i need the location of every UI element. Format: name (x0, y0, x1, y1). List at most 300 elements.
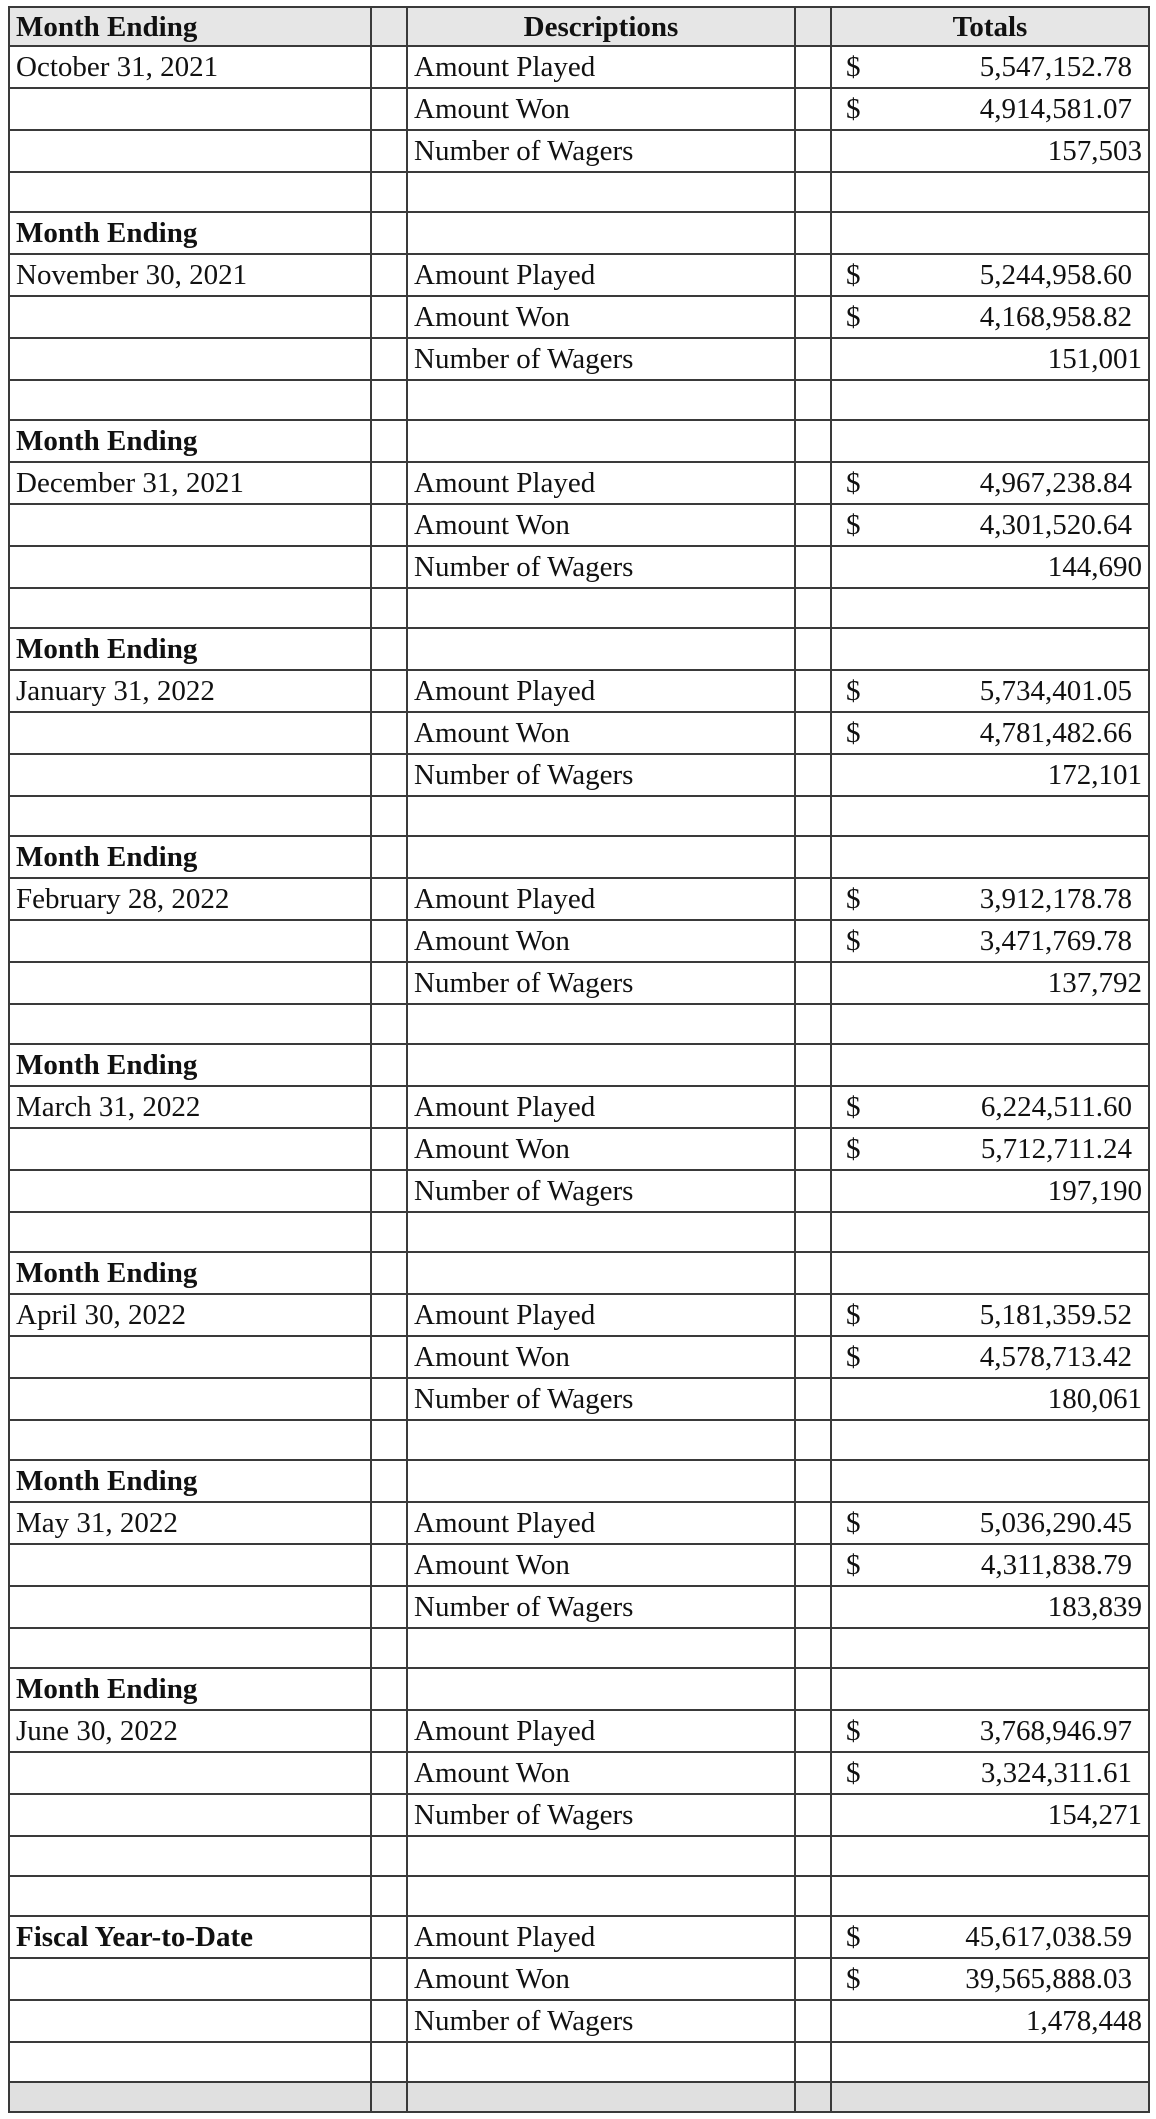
month-date: January 31, 2022 (9, 670, 371, 712)
spacer-cell (795, 1544, 831, 1586)
table-row (9, 920, 1149, 962)
blank-row (9, 2042, 1149, 2082)
spacer-cell (371, 1794, 407, 1836)
spacer-cell (795, 1502, 831, 1544)
month-label-row (9, 628, 1149, 670)
empty-cell (407, 1836, 795, 1876)
spacer-cell (795, 1294, 831, 1336)
spacer-cell (795, 1170, 831, 1212)
empty-cell (795, 2082, 831, 2112)
empty-cell (9, 1544, 371, 1586)
description-cell: Number of Wagers (407, 1586, 795, 1628)
currency-symbol: $ (846, 1963, 861, 1995)
spacer-cell (795, 1086, 831, 1128)
empty-cell (407, 2082, 795, 2112)
empty-cell (9, 88, 371, 130)
description-cell: Amount Won (407, 1128, 795, 1170)
spacer-cell (795, 546, 831, 588)
empty-cell (831, 1876, 1149, 1916)
header-spacer (795, 7, 831, 46)
empty-cell (407, 380, 795, 420)
empty-cell (831, 2082, 1149, 2112)
total-cell (831, 1502, 1149, 1544)
empty-cell (9, 1336, 371, 1378)
spacer-cell (795, 1794, 831, 1836)
empty-cell (9, 1628, 371, 1668)
month-ending-label: Month Ending (9, 1460, 371, 1502)
empty-cell (407, 172, 795, 212)
table-row (9, 1336, 1149, 1378)
empty-cell (9, 2082, 371, 2112)
description-cell: Amount Played (407, 1502, 795, 1544)
total-cell (831, 1294, 1149, 1336)
description-cell: Amount Played (407, 1086, 795, 1128)
empty-cell (407, 420, 795, 462)
empty-cell (371, 836, 407, 878)
blank-row (9, 1004, 1149, 1044)
empty-cell (371, 1212, 407, 1252)
amount-value: 4,168,958.82 (979, 301, 1132, 333)
currency-symbol: $ (846, 1091, 861, 1123)
empty-cell (407, 1252, 795, 1294)
empty-cell (371, 796, 407, 836)
table-row (9, 1170, 1149, 1212)
header-row (9, 7, 1149, 46)
currency-symbol: $ (846, 467, 861, 499)
empty-cell (407, 1460, 795, 1502)
spacer-cell (371, 1294, 407, 1336)
empty-cell (795, 588, 831, 628)
blank-row (9, 172, 1149, 212)
currency-symbol: $ (846, 925, 861, 957)
month-date: November 30, 2021 (9, 254, 371, 296)
empty-cell (9, 1794, 371, 1836)
currency-symbol: $ (846, 259, 861, 291)
spacer-cell (795, 670, 831, 712)
total-cell (831, 920, 1149, 962)
spacer-cell (795, 1958, 831, 2000)
empty-cell (831, 1252, 1149, 1294)
empty-cell (9, 2042, 371, 2082)
table-row (9, 1128, 1149, 1170)
spacer-cell (371, 88, 407, 130)
total-cell (831, 1544, 1149, 1586)
month-label-row (9, 1668, 1149, 1710)
empty-cell (407, 1420, 795, 1460)
empty-cell (371, 380, 407, 420)
wager-count: 1,478,448 (831, 2000, 1149, 2042)
empty-cell (371, 1044, 407, 1086)
currency-wrap (838, 923, 1142, 959)
spacer-cell (795, 462, 831, 504)
table-row (9, 878, 1149, 920)
description-cell: Number of Wagers (407, 338, 795, 380)
total-cell (831, 462, 1149, 504)
amount-value: 6,224,511.60 (980, 1091, 1132, 1123)
empty-cell (831, 1460, 1149, 1502)
amount-value: 5,181,359.52 (979, 1299, 1132, 1331)
currency-wrap (838, 1339, 1142, 1375)
blank-row (9, 588, 1149, 628)
currency-wrap (838, 49, 1142, 85)
spacer-cell (795, 1586, 831, 1628)
empty-cell (9, 1378, 371, 1420)
empty-cell (9, 588, 371, 628)
amount-value: 4,578,713.42 (979, 1341, 1132, 1373)
spacer-cell (795, 712, 831, 754)
empty-cell (795, 2042, 831, 2082)
blank-row (9, 1628, 1149, 1668)
empty-cell (407, 1628, 795, 1668)
blank-row (9, 1836, 1149, 1876)
header-period: Month Ending (9, 7, 371, 46)
spacer-cell (371, 546, 407, 588)
empty-cell (9, 754, 371, 796)
spacer-cell (371, 254, 407, 296)
spacer-cell (371, 712, 407, 754)
description-cell: Amount Played (407, 1916, 795, 1958)
currency-symbol: $ (846, 717, 861, 749)
empty-cell (9, 1420, 371, 1460)
description-cell: Amount Won (407, 296, 795, 338)
total-cell (831, 712, 1149, 754)
empty-cell (407, 836, 795, 878)
wager-count: 151,001 (831, 338, 1149, 380)
currency-wrap (838, 507, 1142, 543)
table-row (9, 1378, 1149, 1420)
month-ending-label: Month Ending (9, 628, 371, 670)
currency-symbol: $ (846, 1507, 861, 1539)
table-row (9, 1710, 1149, 1752)
total-cell (831, 1128, 1149, 1170)
table-body (9, 46, 1149, 2112)
empty-cell (795, 796, 831, 836)
empty-cell (9, 796, 371, 836)
empty-cell (831, 1668, 1149, 1710)
currency-symbol: $ (846, 1921, 861, 1953)
empty-cell (407, 212, 795, 254)
table-row (9, 1586, 1149, 1628)
description-cell: Amount Won (407, 1544, 795, 1586)
description-cell: Amount Played (407, 254, 795, 296)
spacer-cell (795, 920, 831, 962)
empty-cell (795, 1044, 831, 1086)
empty-cell (9, 1170, 371, 1212)
spacer-cell (371, 296, 407, 338)
spacer-cell (371, 754, 407, 796)
month-date: June 30, 2022 (9, 1710, 371, 1752)
total-cell (831, 1752, 1149, 1794)
currency-symbol: $ (846, 1549, 861, 1581)
spacer-cell (371, 1378, 407, 1420)
wager-count: 157,503 (831, 130, 1149, 172)
amount-value: 5,734,401.05 (979, 675, 1132, 707)
description-cell: Amount Won (407, 1958, 795, 2000)
currency-wrap (838, 1755, 1142, 1791)
month-ending-label: Month Ending (9, 212, 371, 254)
currency-wrap (838, 1961, 1142, 1997)
currency-wrap (838, 673, 1142, 709)
amount-value: 4,301,520.64 (979, 509, 1132, 541)
empty-cell (831, 1212, 1149, 1252)
spacer-cell (795, 88, 831, 130)
month-ending-label: Month Ending (9, 420, 371, 462)
wager-count: 154,271 (831, 1794, 1149, 1836)
table-row (9, 754, 1149, 796)
table-row (9, 88, 1149, 130)
month-date: March 31, 2022 (9, 1086, 371, 1128)
spacer-cell (371, 1544, 407, 1586)
spacer-cell (371, 1752, 407, 1794)
empty-cell (371, 1420, 407, 1460)
currency-wrap (838, 1547, 1142, 1583)
wager-count: 183,839 (831, 1586, 1149, 1628)
empty-cell (795, 172, 831, 212)
total-cell (831, 46, 1149, 88)
table-row (9, 130, 1149, 172)
table-row (9, 504, 1149, 546)
empty-cell (9, 296, 371, 338)
empty-cell (9, 130, 371, 172)
empty-cell (9, 338, 371, 380)
empty-cell (371, 1668, 407, 1710)
empty-cell (9, 920, 371, 962)
description-cell: Amount Played (407, 878, 795, 920)
table-row (9, 254, 1149, 296)
table-row (9, 1916, 1149, 1958)
spacer-cell (371, 1086, 407, 1128)
wager-count: 180,061 (831, 1378, 1149, 1420)
empty-cell (371, 628, 407, 670)
currency-symbol: $ (846, 675, 861, 707)
empty-cell (9, 1004, 371, 1044)
spacer-cell (795, 46, 831, 88)
currency-wrap (838, 1131, 1142, 1167)
spacer-cell (371, 962, 407, 1004)
empty-cell (795, 420, 831, 462)
empty-cell (795, 1668, 831, 1710)
amount-value: 3,324,311.61 (980, 1757, 1132, 1789)
empty-cell (831, 628, 1149, 670)
amount-value: 4,781,482.66 (979, 717, 1132, 749)
table-row (9, 296, 1149, 338)
empty-cell (795, 1460, 831, 1502)
empty-cell (9, 1836, 371, 1876)
currency-wrap (838, 91, 1142, 127)
empty-cell (831, 212, 1149, 254)
description-cell: Amount Won (407, 88, 795, 130)
empty-cell (9, 546, 371, 588)
spacer-cell (371, 338, 407, 380)
empty-cell (831, 1420, 1149, 1460)
table-row (9, 462, 1149, 504)
spacer-cell (795, 338, 831, 380)
spacer-cell (371, 46, 407, 88)
spacer-cell (371, 462, 407, 504)
table-row (9, 1544, 1149, 1586)
empty-cell (407, 628, 795, 670)
table-row (9, 1294, 1149, 1336)
spacer-cell (795, 1710, 831, 1752)
month-date: May 31, 2022 (9, 1502, 371, 1544)
month-label-row (9, 1460, 1149, 1502)
blank-row (9, 1876, 1149, 1916)
month-label-row (9, 420, 1149, 462)
empty-cell (9, 1128, 371, 1170)
empty-cell (795, 380, 831, 420)
currency-wrap (838, 1089, 1142, 1125)
spacer-cell (371, 1958, 407, 2000)
month-label-row (9, 212, 1149, 254)
spacer-cell (795, 1378, 831, 1420)
currency-symbol: $ (846, 509, 861, 541)
empty-cell (371, 2082, 407, 2112)
currency-symbol: $ (846, 301, 861, 333)
empty-cell (371, 1460, 407, 1502)
spacer-cell (795, 2000, 831, 2042)
total-cell (831, 504, 1149, 546)
currency-wrap (838, 1713, 1142, 1749)
spacer-cell (371, 1502, 407, 1544)
currency-symbol: $ (846, 1341, 861, 1373)
table-row (9, 546, 1149, 588)
table-row (9, 46, 1149, 88)
currency-symbol: $ (846, 1757, 861, 1789)
spacer-cell (371, 1128, 407, 1170)
description-cell: Amount Played (407, 670, 795, 712)
empty-cell (795, 1628, 831, 1668)
total-cell (831, 878, 1149, 920)
amount-value: 4,967,238.84 (979, 467, 1132, 499)
description-cell: Number of Wagers (407, 754, 795, 796)
empty-cell (9, 1876, 371, 1916)
empty-cell (371, 420, 407, 462)
description-cell: Amount Won (407, 712, 795, 754)
empty-cell (795, 836, 831, 878)
header-descriptions: Descriptions (407, 7, 795, 46)
currency-wrap (838, 881, 1142, 917)
description-cell: Amount Won (407, 1752, 795, 1794)
total-cell (831, 88, 1149, 130)
month-ending-label: Month Ending (9, 1668, 371, 1710)
description-cell: Amount Won (407, 1336, 795, 1378)
wager-count: 197,190 (831, 1170, 1149, 1212)
month-ending-label: Month Ending (9, 1252, 371, 1294)
empty-cell (371, 1876, 407, 1916)
month-date: October 31, 2021 (9, 46, 371, 88)
total-cell (831, 1916, 1149, 1958)
wager-count: 144,690 (831, 546, 1149, 588)
empty-cell (371, 588, 407, 628)
description-cell: Number of Wagers (407, 2000, 795, 2042)
spacer-cell (371, 1586, 407, 1628)
empty-cell (407, 1044, 795, 1086)
empty-cell (9, 1586, 371, 1628)
spacer-cell (795, 1336, 831, 1378)
blank-row (9, 380, 1149, 420)
amount-value: 45,617,038.59 (965, 1921, 1132, 1953)
spacer-cell (795, 1128, 831, 1170)
empty-cell (831, 380, 1149, 420)
empty-cell (795, 1420, 831, 1460)
month-date: April 30, 2022 (9, 1294, 371, 1336)
empty-cell (371, 212, 407, 254)
month-ending-label: Month Ending (9, 836, 371, 878)
currency-wrap (838, 715, 1142, 751)
spacer-cell (795, 878, 831, 920)
amount-value: 5,036,290.45 (979, 1507, 1132, 1539)
table-row (9, 2000, 1149, 2042)
spacer-cell (371, 1170, 407, 1212)
spacer-cell (795, 130, 831, 172)
empty-cell (831, 1836, 1149, 1876)
header-totals: Totals (831, 7, 1149, 46)
empty-cell (407, 588, 795, 628)
amount-value: 4,914,581.07 (979, 93, 1132, 125)
month-label-row (9, 836, 1149, 878)
month-label-row (9, 1044, 1149, 1086)
empty-cell (795, 212, 831, 254)
currency-wrap (838, 1919, 1142, 1955)
empty-cell (9, 504, 371, 546)
table-row (9, 1086, 1149, 1128)
table-row (9, 1794, 1149, 1836)
description-cell: Amount Played (407, 462, 795, 504)
header-spacer (371, 7, 407, 46)
currency-wrap (838, 1297, 1142, 1333)
currency-symbol: $ (846, 51, 861, 83)
empty-cell (9, 1212, 371, 1252)
description-cell: Number of Wagers (407, 962, 795, 1004)
spacer-cell (795, 504, 831, 546)
empty-cell (831, 1628, 1149, 1668)
spacer-cell (795, 1916, 831, 1958)
total-cell (831, 1336, 1149, 1378)
table-row (9, 338, 1149, 380)
empty-cell (795, 628, 831, 670)
empty-cell (831, 588, 1149, 628)
total-cell (831, 1086, 1149, 1128)
currency-wrap (838, 299, 1142, 335)
empty-cell (407, 1876, 795, 1916)
fiscal-ytd-label: Fiscal Year-to-Date (9, 1916, 371, 1958)
spacer-cell (371, 878, 407, 920)
currency-symbol: $ (846, 883, 861, 915)
empty-cell (831, 1004, 1149, 1044)
empty-cell (9, 712, 371, 754)
month-date: December 31, 2021 (9, 462, 371, 504)
amount-value: 5,244,958.60 (979, 259, 1132, 291)
description-cell: Number of Wagers (407, 1378, 795, 1420)
table-row (9, 1958, 1149, 2000)
spacer-cell (371, 1336, 407, 1378)
total-cell (831, 296, 1149, 338)
amount-value: 3,912,178.78 (979, 883, 1132, 915)
description-cell: Number of Wagers (407, 1794, 795, 1836)
currency-wrap (838, 465, 1142, 501)
spacer-cell (371, 130, 407, 172)
empty-cell (831, 172, 1149, 212)
empty-cell (371, 2042, 407, 2082)
spacer-cell (795, 254, 831, 296)
lottery-summary-table (8, 6, 1150, 2113)
empty-cell (9, 1752, 371, 1794)
empty-cell (371, 172, 407, 212)
month-date: February 28, 2022 (9, 878, 371, 920)
description-cell: Number of Wagers (407, 1170, 795, 1212)
month-ending-label: Month Ending (9, 1044, 371, 1086)
empty-cell (371, 1004, 407, 1044)
